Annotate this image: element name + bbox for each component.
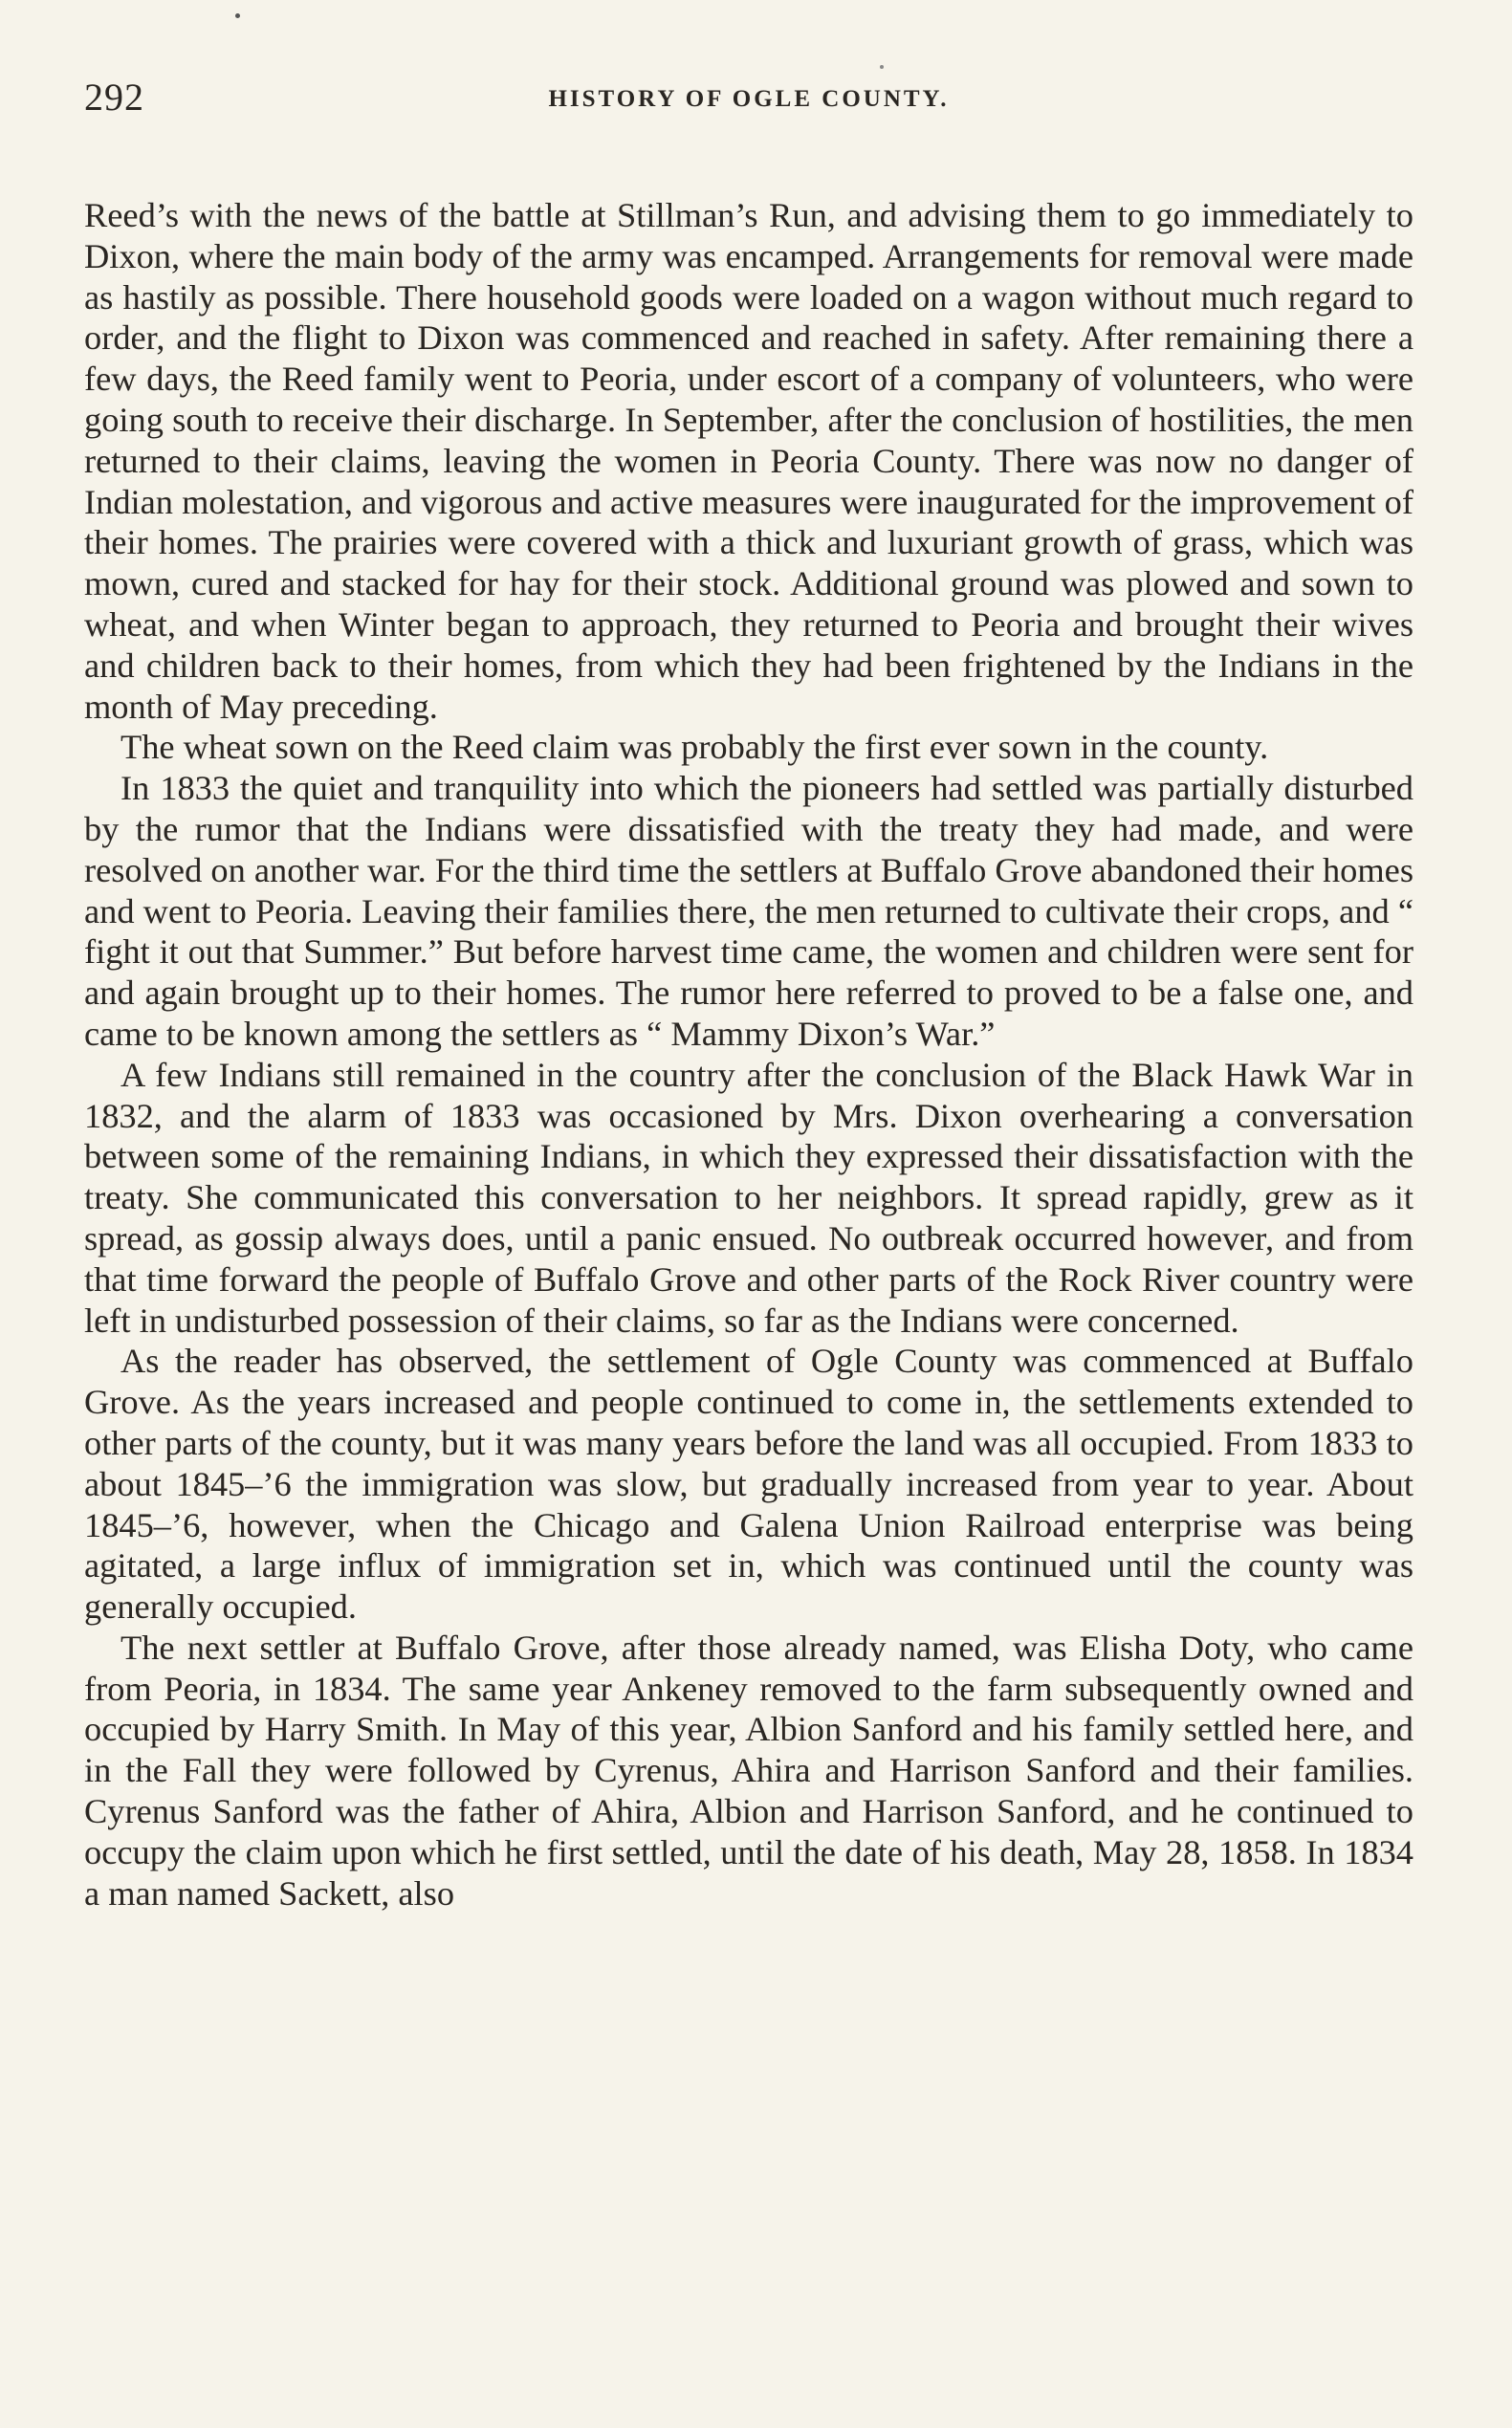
paragraph: The wheat sown on the Reed claim was probably the first ever sown in the county.: [121, 728, 1269, 767]
ink-speck: [880, 65, 884, 69]
paragraph: As the reader has observed, the settlement of Ogle County was commenced at Buffalo Grove. As the years increased and people continued to come in, the settlements extended to other parts of the county, but it was many years before the land was all occupied. From 1833 to about 1845–’6 the immigration was slow, but gradually increased from year to year. About 1845–’6, however, when the Chicago and Galena Union Railroad enterprise was being agitated, a large influx of immigration set in, which was continued until the county was generally occupied.: [84, 1342, 1413, 1627]
running-title: HISTORY OF OGLE COUNTY.: [548, 86, 950, 112]
paragraph-continued: Reed’s with the news of the battle at Stillman’s Run, and advising them to go immediately to Dixon, where the main body of the army was encamped. Arrangements for removal were made as hastily as possible. There household goods were loaded on a wagon without much regard to order, and the flight to Dixon was commenced and reached in safety. After remaining there a few days, the Reed family went to Peoria, under escort of a company of volunteers, who were going south to receive their discharge. In September, after the conclusion of hostilities, the men returned to their claims, leaving the women in Peoria County. There was now no danger of Indian molestation, and vigorous and active measures were inaugurated for the improvement of their homes. The prairies were covered with a thick and luxuriant growth of grass, which was mown, cured and stacked for hay for their stock. Additional ground was plowed and sown to wheat, and when Winter began to approach, they returned to Peoria and brought their wives and children back to their homes, from which they had been frightened by the Indians in the month of May preceding.: [84, 196, 1413, 726]
body-text: [84, 195, 1413, 1914]
running-head: [84, 75, 1413, 136]
paragraph: The next settler at Buffalo Grove, after those already named, was Elisha Doty, who came from Peoria, in 1834. The same year Ankeney removed to the farm subsequently owned and occupied by Harry Smith. In May of this year, Albion Sanford and his family settled here, and in the Fall they were followed by Cyrenus, Ahira and Harrison Sanford and their families. Cyrenus Sanford was the father of Ahira, Albion and Harrison Sanford, and he continued to occupy the claim upon which he first settled, until the date of his death, May 28, 1858. In 1834 a man named Sackett, also: [84, 1628, 1413, 1913]
ink-speck: [235, 13, 240, 18]
paragraph: A few Indians still remained in the country after the conclusion of the Black Hawk War in 1832, and the alarm of 1833 was occasioned by Mrs. Dixon overhearing a conversation between some of the remaining Indians, in which they expressed their dissatisfaction with the treaty. She communicated this conversation to her neighbors. It spread rapidly, grew as it spread, as gossip always does, until a panic ensued. No outbreak occurred however, and from that time forward the people of Buffalo Grove and other parts of the Rock River country were left in undisturbed possession of their claims, so far as the Indians were concerned.: [84, 1055, 1413, 1340]
book-page: [84, 75, 1413, 1914]
paragraph: In 1833 the quiet and tranquility into which the pioneers had settled was partially disturbed by the rumor that the Indians were dissatisfied with the treaty they had made, and were resolved on another war. For the third time the settlers at Buffalo Grove abandoned their homes and went to Peoria. Leaving their families there, the men returned to cultivate their crops, and “ fight it out that Summer.” But before harvest time came, the women and children were sent for and again brought up to their homes. The rumor here referred to proved to be a false one, and came to be known among the settlers as “ Mammy Dixon’s War.”: [84, 769, 1413, 1053]
page-number: 292: [84, 76, 144, 119]
